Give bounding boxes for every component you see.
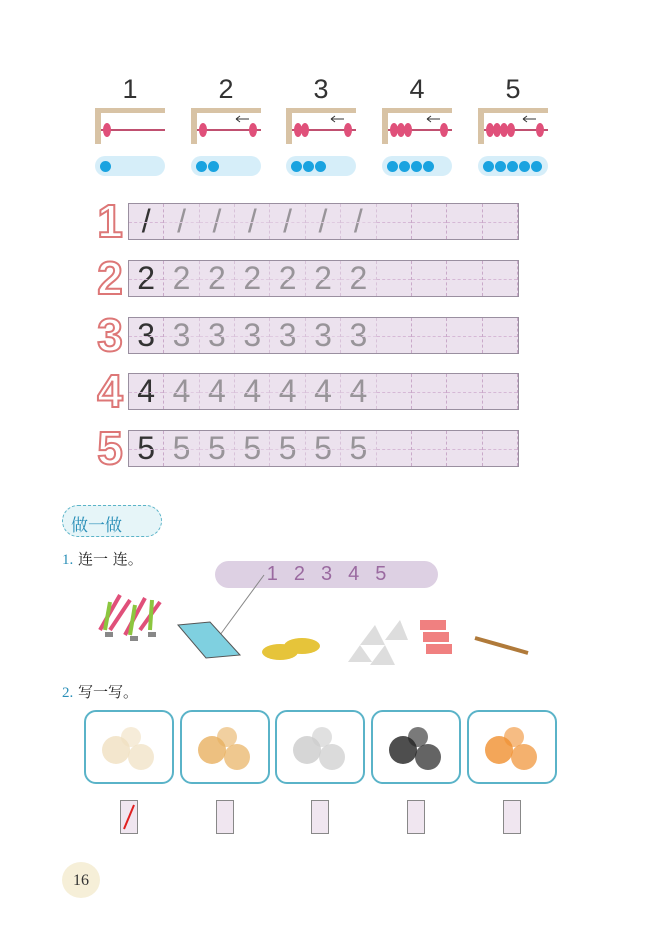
empty-cell[interactable] bbox=[412, 431, 447, 466]
writing-row bbox=[128, 260, 519, 297]
pencil-image[interactable] bbox=[475, 638, 528, 653]
empty-cell[interactable] bbox=[447, 204, 482, 239]
trace-digit[interactable]: 2 bbox=[270, 261, 305, 296]
question-text: 连一 连。 bbox=[78, 550, 143, 568]
trace-digit[interactable]: 4 bbox=[200, 374, 235, 409]
trace-digit[interactable]: 3 bbox=[235, 318, 270, 353]
empty-cell[interactable] bbox=[483, 318, 518, 353]
empty-cell[interactable] bbox=[412, 374, 447, 409]
empty-cell[interactable] bbox=[377, 374, 412, 409]
page-number: 16 bbox=[73, 872, 89, 889]
empty-cell[interactable] bbox=[447, 431, 482, 466]
writing-row bbox=[128, 203, 519, 240]
trace-digit[interactable]: 4 bbox=[341, 374, 376, 409]
number-label: 4 bbox=[409, 74, 425, 104]
writing-row bbox=[128, 373, 519, 410]
dot-icon bbox=[208, 161, 219, 172]
dot-icon bbox=[531, 161, 542, 172]
outline-digit: 5 bbox=[97, 422, 123, 474]
trace-digit[interactable]: 5 bbox=[341, 431, 376, 466]
choice-2[interactable]: 2 bbox=[293, 563, 305, 585]
empty-cell[interactable] bbox=[377, 261, 412, 296]
number-label: 5 bbox=[505, 74, 521, 104]
outline-digit: 2 bbox=[97, 252, 123, 304]
empty-cell[interactable] bbox=[483, 431, 518, 466]
dot-icon bbox=[387, 161, 398, 172]
trace-digit[interactable]: 4 bbox=[270, 374, 305, 409]
answer-box[interactable] bbox=[503, 800, 521, 834]
outline-digit: 4 bbox=[97, 365, 123, 417]
number-label: 1 bbox=[122, 74, 138, 104]
empty-cell[interactable] bbox=[447, 318, 482, 353]
dot-icon bbox=[315, 161, 326, 172]
trace-digit[interactable]: / bbox=[164, 204, 199, 239]
trace-digit[interactable]: 2 bbox=[306, 261, 341, 296]
dot-icon bbox=[100, 161, 111, 172]
empty-cell[interactable] bbox=[483, 261, 518, 296]
trace-digit[interactable]: 3 bbox=[270, 318, 305, 353]
dot-icon bbox=[495, 161, 506, 172]
answer-box[interactable] bbox=[407, 800, 425, 834]
abacus-icon bbox=[382, 108, 452, 144]
answer-stroke bbox=[121, 801, 137, 833]
picture-pandas bbox=[371, 710, 461, 784]
answer-box[interactable] bbox=[311, 800, 329, 834]
trace-digit[interactable]: 5 bbox=[164, 431, 199, 466]
trace-digit[interactable]: 4 bbox=[164, 374, 199, 409]
answer-box[interactable] bbox=[216, 800, 234, 834]
number-label: 2 bbox=[218, 74, 234, 104]
empty-cell[interactable] bbox=[447, 374, 482, 409]
trace-digit[interactable]: / bbox=[341, 204, 376, 239]
trace-digit[interactable]: 3 bbox=[306, 318, 341, 353]
dot-icon bbox=[399, 161, 410, 172]
section-badge-label: 做一做 bbox=[71, 516, 122, 536]
abacus-icon bbox=[191, 108, 261, 144]
trace-digit[interactable]: 5 bbox=[235, 431, 270, 466]
dot-icon bbox=[507, 161, 518, 172]
abacus-icon bbox=[478, 108, 548, 144]
question-text: 写一写。 bbox=[78, 683, 139, 701]
dot-count-pill bbox=[478, 156, 548, 176]
model-digit: 2 bbox=[129, 261, 164, 296]
dot-icon bbox=[291, 161, 302, 172]
empty-cell[interactable] bbox=[412, 318, 447, 353]
empty-cell[interactable] bbox=[483, 204, 518, 239]
dot-count-pill bbox=[191, 156, 261, 176]
empty-cell[interactable] bbox=[483, 374, 518, 409]
choice-3[interactable]: 3 bbox=[320, 563, 333, 585]
dot-count-pill bbox=[286, 156, 356, 176]
choice-4[interactable]: 4 bbox=[348, 563, 360, 585]
model-digit: 3 bbox=[129, 318, 164, 353]
trace-digit[interactable]: / bbox=[200, 204, 235, 239]
trace-digit[interactable]: 5 bbox=[270, 431, 305, 466]
question-number: 2. bbox=[62, 685, 74, 701]
picture-pigeons bbox=[275, 710, 365, 784]
trace-digit[interactable]: 2 bbox=[164, 261, 199, 296]
whistles-image[interactable] bbox=[262, 638, 320, 660]
empty-cell[interactable] bbox=[412, 261, 447, 296]
trace-digit[interactable]: 3 bbox=[200, 318, 235, 353]
dot-icon bbox=[196, 161, 207, 172]
model-digit: 4 bbox=[129, 374, 164, 409]
page-number-badge bbox=[62, 862, 100, 898]
trace-digit[interactable]: / bbox=[270, 204, 305, 239]
matching-items bbox=[90, 590, 540, 670]
trace-digit[interactable]: 5 bbox=[200, 431, 235, 466]
number-label: 3 bbox=[313, 74, 329, 104]
notebook-image[interactable] bbox=[178, 622, 240, 658]
trace-digit[interactable]: 3 bbox=[164, 318, 199, 353]
choice-5[interactable]: 5 bbox=[375, 563, 387, 585]
trace-digit[interactable]: 4 bbox=[235, 374, 270, 409]
answer-box[interactable] bbox=[120, 800, 138, 834]
trace-digit[interactable]: 4 bbox=[306, 374, 341, 409]
empty-cell[interactable] bbox=[377, 431, 412, 466]
erasers-image[interactable] bbox=[420, 620, 452, 654]
trace-digit[interactable]: / bbox=[306, 204, 341, 239]
empty-cell[interactable] bbox=[412, 204, 447, 239]
question-number: 1. bbox=[62, 552, 74, 568]
model-digit: / bbox=[129, 204, 164, 239]
shuttlecocks-image[interactable] bbox=[100, 595, 160, 641]
dot-count-pill bbox=[382, 156, 452, 176]
abacus-icon bbox=[286, 108, 356, 144]
choice-1[interactable]: 1 bbox=[266, 563, 278, 585]
question-1 bbox=[62, 548, 143, 569]
empty-cell[interactable] bbox=[377, 204, 412, 239]
dot-icon bbox=[411, 161, 422, 172]
picture-tigers bbox=[467, 710, 557, 784]
writing-row bbox=[128, 430, 519, 467]
trace-digit[interactable]: 3 bbox=[341, 318, 376, 353]
trace-digit[interactable]: / bbox=[235, 204, 270, 239]
trace-digit[interactable]: 2 bbox=[200, 261, 235, 296]
dot-icon bbox=[303, 161, 314, 172]
outline-digit: 3 bbox=[97, 309, 123, 361]
question-2 bbox=[62, 681, 138, 702]
picture-bees bbox=[180, 710, 270, 784]
empty-cell[interactable] bbox=[377, 318, 412, 353]
trace-digit[interactable]: 5 bbox=[306, 431, 341, 466]
writing-row bbox=[128, 317, 519, 354]
badminton-shuttles-image[interactable] bbox=[348, 620, 408, 665]
dot-icon bbox=[423, 161, 434, 172]
outline-digit: 1 bbox=[97, 195, 123, 247]
model-digit: 5 bbox=[129, 431, 164, 466]
dot-icon bbox=[519, 161, 530, 172]
dot-count-pill bbox=[95, 156, 165, 176]
trace-digit[interactable]: 2 bbox=[341, 261, 376, 296]
dot-icon bbox=[483, 161, 494, 172]
trace-digit[interactable]: 2 bbox=[235, 261, 270, 296]
abacus-icon bbox=[95, 108, 165, 144]
section-badge bbox=[62, 505, 162, 537]
empty-cell[interactable] bbox=[447, 261, 482, 296]
picture-goat bbox=[84, 710, 174, 784]
number-choices bbox=[215, 561, 438, 588]
